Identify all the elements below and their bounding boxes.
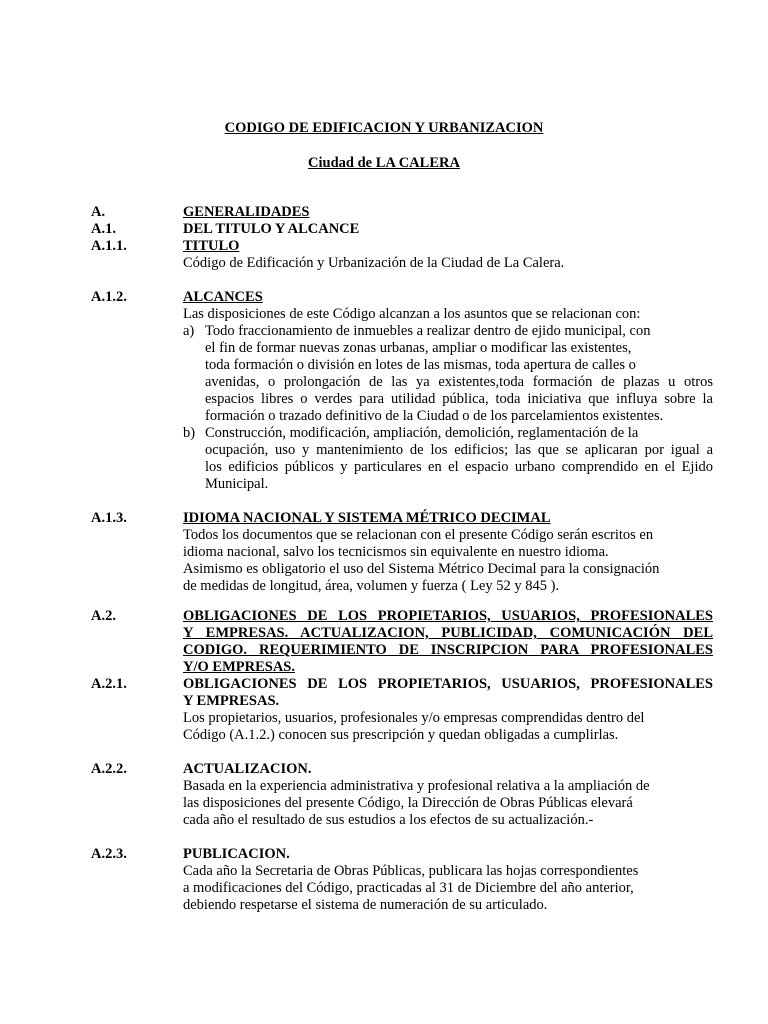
body-line: Las disposiciones de este Código alcanzan a los asuntos que se relacionan con:	[183, 306, 641, 322]
list-item-line: ocupación, uso y mantenimiento de los edificios; las que se aplicaran por igual a	[205, 442, 713, 458]
body-line: Código de Edificación y Urbanización de la Ciudad de La Calera.	[183, 255, 565, 271]
section-heading-line: OBLIGACIONES DE LOS PROPIETARIOS, USUARIOS, PROFESIONALES	[183, 608, 713, 624]
section-heading: PUBLICACION.	[183, 846, 290, 862]
section-heading-line: OBLIGACIONES DE LOS PROPIETARIOS, USUARIOS, PROFESIONALES	[183, 676, 713, 692]
section-number: A.2.	[91, 608, 116, 624]
list-item-line: Construcción, modificación, ampliación, demolición, reglamentación de la	[205, 425, 639, 441]
body-line: debiendo respetarse el sistema de numeración de su articulado.	[183, 897, 548, 913]
body-line: cada año el resultado de sus estudios a los efectos de su actualización.-	[183, 812, 594, 828]
body-line: Todos los documentos que se relacionan con el presente Código serán escritos en	[183, 527, 654, 543]
list-item-line: el fin de formar nuevas zonas urbanas, ampliar o modificar las existentes,	[205, 340, 632, 356]
body-line: a modificaciones del Código, practicadas al 31 de Diciembre del año anterior,	[183, 880, 634, 896]
section-heading: ACTUALIZACION.	[183, 761, 312, 777]
list-item-line: Municipal.	[205, 476, 269, 492]
list-item-line: los edificios públicos y particulares en el espacio urbano comprendido en el Ejido	[205, 459, 713, 475]
body-line: Asimismo es obligatorio el uso del Sistema Métrico Decimal para la consignación	[183, 561, 660, 577]
body-line: Basada en la experiencia administrativa y profesional relativa a la ampliación de	[183, 778, 650, 794]
body-line: idioma nacional, salvo los tecnicismos sin equivalente en nuestro idioma.	[183, 544, 609, 560]
list-item-line: formación o trazado definitivo de la Ciudad o de los parcelamientos existentes.	[205, 408, 664, 424]
body-line: Código (A.1.2.) conocen sus prescripción y quedan obligadas a cumplirlas.	[183, 727, 619, 743]
section-heading-line: Y EMPRESAS. ACTUALIZACION, PUBLICIDAD, COMUNICACIÓN DEL	[183, 625, 713, 641]
section-number: A.2.1.	[91, 676, 127, 692]
section-number: A.	[91, 204, 106, 220]
body-line: las disposiciones del presente Código, la Dirección de Obras Públicas elevará	[183, 795, 633, 811]
body-line: Cada año la Secretaria de Obras Públicas, publicara las hojas correspondientes	[183, 863, 639, 879]
list-item-line: avenidas, o prolongación de las ya existentes,toda formación de plazas u otros	[205, 374, 713, 390]
body-line: Los propietarios, usuarios, profesionales y/o empresas comprendidas dentro del	[183, 710, 645, 726]
section-number: A.1.3.	[91, 510, 127, 526]
list-item-line: Todo fraccionamiento de inmuebles a realizar dentro de ejido municipal, con	[205, 323, 651, 339]
section-heading: ALCANCES	[183, 289, 263, 305]
section-heading: TITULO	[183, 238, 240, 254]
section-heading-line: Y EMPRESAS.	[183, 693, 280, 709]
section-number: A.1.	[91, 221, 116, 237]
list-item-line: espacios libres o verdes para utilidad pública, toda iniciativa que influya sobre la	[205, 391, 713, 407]
section-heading: GENERALIDADES	[183, 204, 310, 220]
list-marker: a)	[183, 323, 195, 339]
section-number: A.2.2.	[91, 761, 127, 777]
document-subtitle: Ciudad de LA CALERA	[308, 155, 460, 171]
section-number: A.1.1.	[91, 238, 127, 254]
body-line: de medidas de longitud, área, volumen y fuerza ( Ley 52 y 845 ).	[183, 578, 560, 594]
section-number: A.1.2.	[91, 289, 127, 305]
section-heading: IDIOMA NACIONAL Y SISTEMA MÉTRICO DECIMAL	[183, 510, 551, 526]
section-number: A.2.3.	[91, 846, 127, 862]
list-item-line: toda formación o división en lotes de las mismas, toda apertura de calles o	[205, 357, 636, 373]
document-title: CODIGO DE EDIFICACION Y URBANIZACION	[224, 120, 544, 136]
section-heading-line: Y/O EMPRESAS.	[183, 659, 295, 675]
section-heading-line: CODIGO. REQUERIMIENTO DE INSCRIPCION PARA PROFESIONALES	[183, 642, 713, 658]
section-heading: DEL TITULO Y ALCANCE	[183, 221, 360, 237]
list-marker: b)	[183, 425, 196, 441]
